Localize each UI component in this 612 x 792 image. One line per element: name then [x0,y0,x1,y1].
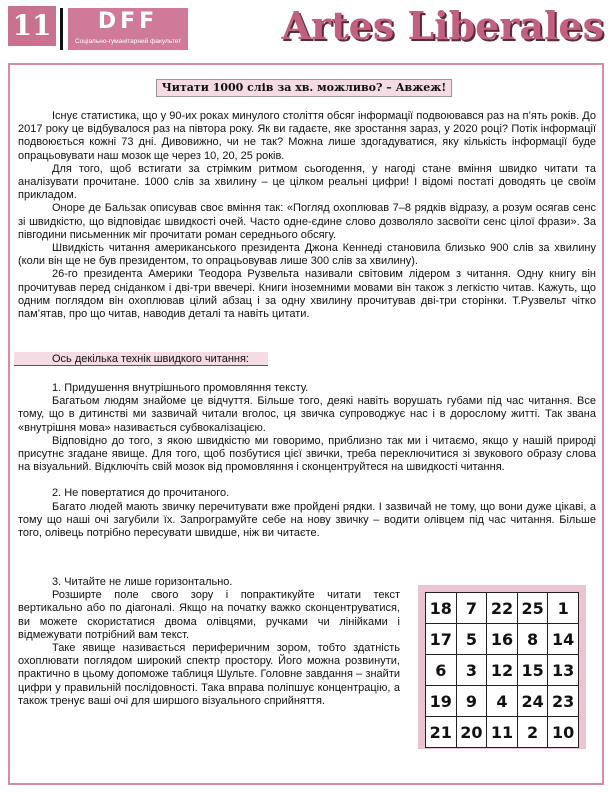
table-cell: 2 [517,717,548,748]
intro-paragraph: Для того, щоб встигати за стрімким ритмом сьогодення, у нагоді стане вміння швидко читати та аналізувати прочитане. 1000 слів за хвилину – це цілком реальні цифри! І відомі постаті доводять це своїм прикладом. [18,162,596,202]
table-row [426,686,579,717]
article-title: Читати 1000 слів за хв. можливо? – Авжеж! [156,79,452,97]
table-cell: 8 [517,624,548,655]
table-row [426,593,579,624]
table-cell: 1 [548,593,579,624]
technique-paragraph: Таке явище називається периферичним зором, тобто здатність охоплювати поглядом широкий спектр простору. Його можна розвинути, практично в цьому допоможе таблиця Шульте. Головне завдання – знайти цифри у правильній послідовності. Така вправа поліпшує концентрацію, а також тренує ваші очі для ширшого візуального сприйняття. [18,642,400,707]
table-cell: 6 [426,655,457,686]
technique3-section [18,576,400,708]
table-row [426,717,579,748]
table-cell: 15 [517,655,548,686]
page-number: 11 [8,6,56,46]
table-row [426,624,579,655]
intro-paragraph: Існує статистика, що у 90-их роках минулого століття обсяг інформації подвоювався раз на п’ять років. До 2017 року це відбувалося раз на півтора року. Як ви гадаєте, яке зростання зараз, у 2020 році? Потік інформації подвоюється кожні 73 дні. Дивовижно, чи не так? Можна лише здогадуватися, яку кількість інформації буде опрацьовувати наш мозок ще через 10, 20, 25 років. [18,110,596,162]
table-cell: 19 [426,686,457,717]
table-cell: 4 [487,686,518,717]
intro-paragraph: Оноре де Бальзак описував своє вміння так: «Погляд охоплював 7–8 рядків відразу, а розум осягав сенс зі швидкістю, що відповідає швидкості очей. Часто одне-єдине слово дозволяло засвоїти сенс цілої фрази». За півгодини письменник міг прочитати роман середнього обсягу. [18,202,596,241]
technique-title: 2. Не повертатися до прочитаного. [52,487,230,500]
table-row [426,655,579,686]
technique-paragraph: Багато людей мають звичку перечитувати вже пройдені рядки. І зазвичай не тому, що вони дуже цікаві, а тому що наші очі загубили їх. Запрограмуйте себе на нову звичку – водити олівцем під час читання. Більше того, олівець потрібно пересувати швидше, ніж ви читаєте. [18,500,596,540]
table-cell: 11 [487,717,518,748]
magazine-title: Artes Liberales [281,3,604,48]
table-cell: 23 [548,686,579,717]
technique-paragraph: Багатьом людям знайоме це відчуття. Більше того, деякі навіть ворушать губами під час читання. Все тому, що в дитинстві ми зазвичай читали вголос, ця звичка супроводжує нас і в дорослому житті. Так звана «внутрішня мова» називається субвокалізацією. [18,395,596,434]
table-cell: 7 [456,593,487,624]
table-cell: 16 [487,624,518,655]
intro-section [18,110,596,321]
table-cell: 24 [517,686,548,717]
table-cell: 25 [517,593,548,624]
page-header [0,0,612,56]
table-cell: 3 [456,655,487,686]
technique-paragraph: Відповідно до того, з якою швидкістю ми говоримо, приблизно так ми і читаємо, якщо у нашій природі присутнє згадане явище. Для того, щоб позбутися цієї звички, треба переключитися зі звукового образу слова на візуальний. Відключіть свій мозок від промовляння і сконцентруйтеся на швидкості читання. [18,434,596,474]
schulte-table [425,592,579,748]
table-cell: 13 [548,655,579,686]
technique-paragraph: Розширте поле свого зору і попрактикуйте читати текст вертикально або по діагоналі. Якщо на початку важко сконцентруватися, ви можете скористатися двома олівцями, ручками чи лінійками і відмежувати потрібний вам текст. [18,589,400,641]
faculty-logo [68,8,188,50]
table-cell: 17 [426,624,457,655]
intro-paragraph: 26-го президента Америки Теодора Рузвельта називали світовим лідером з читання. Одну книгу він прочитував перед сніданком і дві-три ввечері. Книги іноземними мовами він також з легкістю читав. Кажуть, що одним поглядом він охоплював цілий абзац і за одну хвилину прочитував дві-три сторінки. Т.Рузвельт чітко пам’ятав, про що читав, наводив деталі та навіть цитати. [18,268,596,321]
table-cell: 5 [456,624,487,655]
table-cell: 21 [426,717,457,748]
table-cell: 10 [548,717,579,748]
table-cell: 14 [548,624,579,655]
faculty-name: Соціально-гуманітарний факультет [74,38,182,45]
techniques-heading: Ось декілька технік швидкого читання: [14,352,268,366]
technique-title: 3. Читайте не лише горизонтально. [52,576,233,588]
technique-title: 1. Придушення внутрішнього промовляння тексту. [52,382,309,394]
logo-text: DFF [97,9,159,34]
table-cell: 18 [426,593,457,624]
intro-paragraph: Швидкість читання американського президента Джона Кеннеді становила близько 900 слів за хвилину (коли він ще не був президентом, то опрацьовував лише 300 слів за хвилину). [18,242,596,268]
table-cell: 20 [456,717,487,748]
table-cell: 9 [456,686,487,717]
header-divider [60,8,63,50]
schulte-table-frame [418,585,586,749]
table-cell: 12 [487,655,518,686]
table-cell: 22 [487,593,518,624]
techniques-section [18,382,596,540]
